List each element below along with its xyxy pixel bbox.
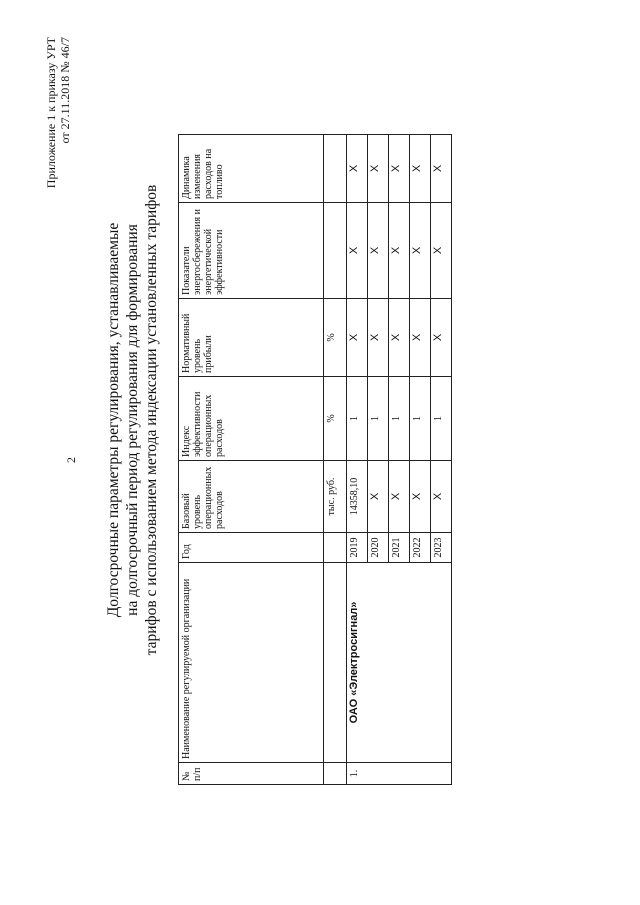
title-line-1: Долгосрочные параметры регулирования, устанавливаемые xyxy=(105,222,122,618)
efficiency-index-cell: 1 xyxy=(410,377,431,461)
energy-saving-cell: Х xyxy=(347,203,368,299)
header-base-opex: Базовый уровень операционных расходов xyxy=(179,461,324,533)
efficiency-index-cell: 1 xyxy=(368,377,389,461)
energy-saving-cell: Х xyxy=(368,203,389,299)
efficiency-index-cell: 1 xyxy=(347,377,368,461)
year-cell: 2021 xyxy=(389,533,410,563)
fuel-dynamics-cell: Х xyxy=(347,135,368,203)
profit-level-cell: Х xyxy=(368,299,389,377)
year-cell: 2020 xyxy=(368,533,389,563)
header-profit-level: Нормативный уровень прибыли xyxy=(179,299,324,377)
fuel-dynamics-cell: Х xyxy=(389,135,410,203)
page-number: 2 xyxy=(64,457,78,463)
title-line-3: тарифов с использованием метода индексации установленных тарифов xyxy=(143,184,160,656)
table-row xyxy=(347,135,368,785)
table-header-row xyxy=(179,135,324,785)
unit-profit-level: % xyxy=(324,299,347,377)
year-cell: 2023 xyxy=(431,533,452,563)
organization-name: ОАО «Электросигнал» xyxy=(347,563,452,763)
efficiency-index-cell: 1 xyxy=(431,377,452,461)
profit-level-cell: Х xyxy=(389,299,410,377)
header-fuel-dynamics: Динамика изменения расходов на топливо xyxy=(179,135,324,203)
header-efficiency-index: Индекс эффективности операционных расходов xyxy=(179,377,324,461)
profit-level-cell: Х xyxy=(410,299,431,377)
header-num: № п/п xyxy=(179,763,324,785)
year-cell: 2019 xyxy=(347,533,368,563)
document-title xyxy=(104,115,161,725)
profit-level-cell: Х xyxy=(347,299,368,377)
fuel-dynamics-cell: Х xyxy=(368,135,389,203)
row-number: 1. xyxy=(347,763,452,785)
header-year: Год xyxy=(179,533,324,563)
energy-saving-cell: Х xyxy=(431,203,452,299)
header-energy-saving: Показатели энергосбережения и энергетической эффективности xyxy=(179,203,324,299)
fuel-dynamics-cell: Х xyxy=(410,135,431,203)
base-opex-cell: 14358,10 xyxy=(347,461,368,533)
profit-level-cell: Х xyxy=(431,299,452,377)
appendix-note xyxy=(44,37,72,217)
base-opex-cell: Х xyxy=(389,461,410,533)
table-units-row xyxy=(324,135,347,785)
base-opex-cell: Х xyxy=(368,461,389,533)
efficiency-index-cell: 1 xyxy=(389,377,410,461)
header-organization: Наименование регулируемой организации xyxy=(179,563,324,763)
tariff-parameters-table xyxy=(178,134,452,785)
appendix-line-1: Приложение 1 к приказу УРТ xyxy=(44,37,58,189)
fuel-dynamics-cell: Х xyxy=(431,135,452,203)
unit-base-opex: тыс. руб. xyxy=(324,461,347,533)
base-opex-cell: Х xyxy=(431,461,452,533)
appendix-line-2: от 27.11.2018 № 46/7 xyxy=(58,37,72,144)
title-line-2: на долгосрочный период регулирования для формирования xyxy=(124,224,141,616)
year-cell: 2022 xyxy=(410,533,431,563)
energy-saving-cell: Х xyxy=(410,203,431,299)
base-opex-cell: Х xyxy=(410,461,431,533)
unit-efficiency-index: % xyxy=(324,377,347,461)
energy-saving-cell: Х xyxy=(389,203,410,299)
